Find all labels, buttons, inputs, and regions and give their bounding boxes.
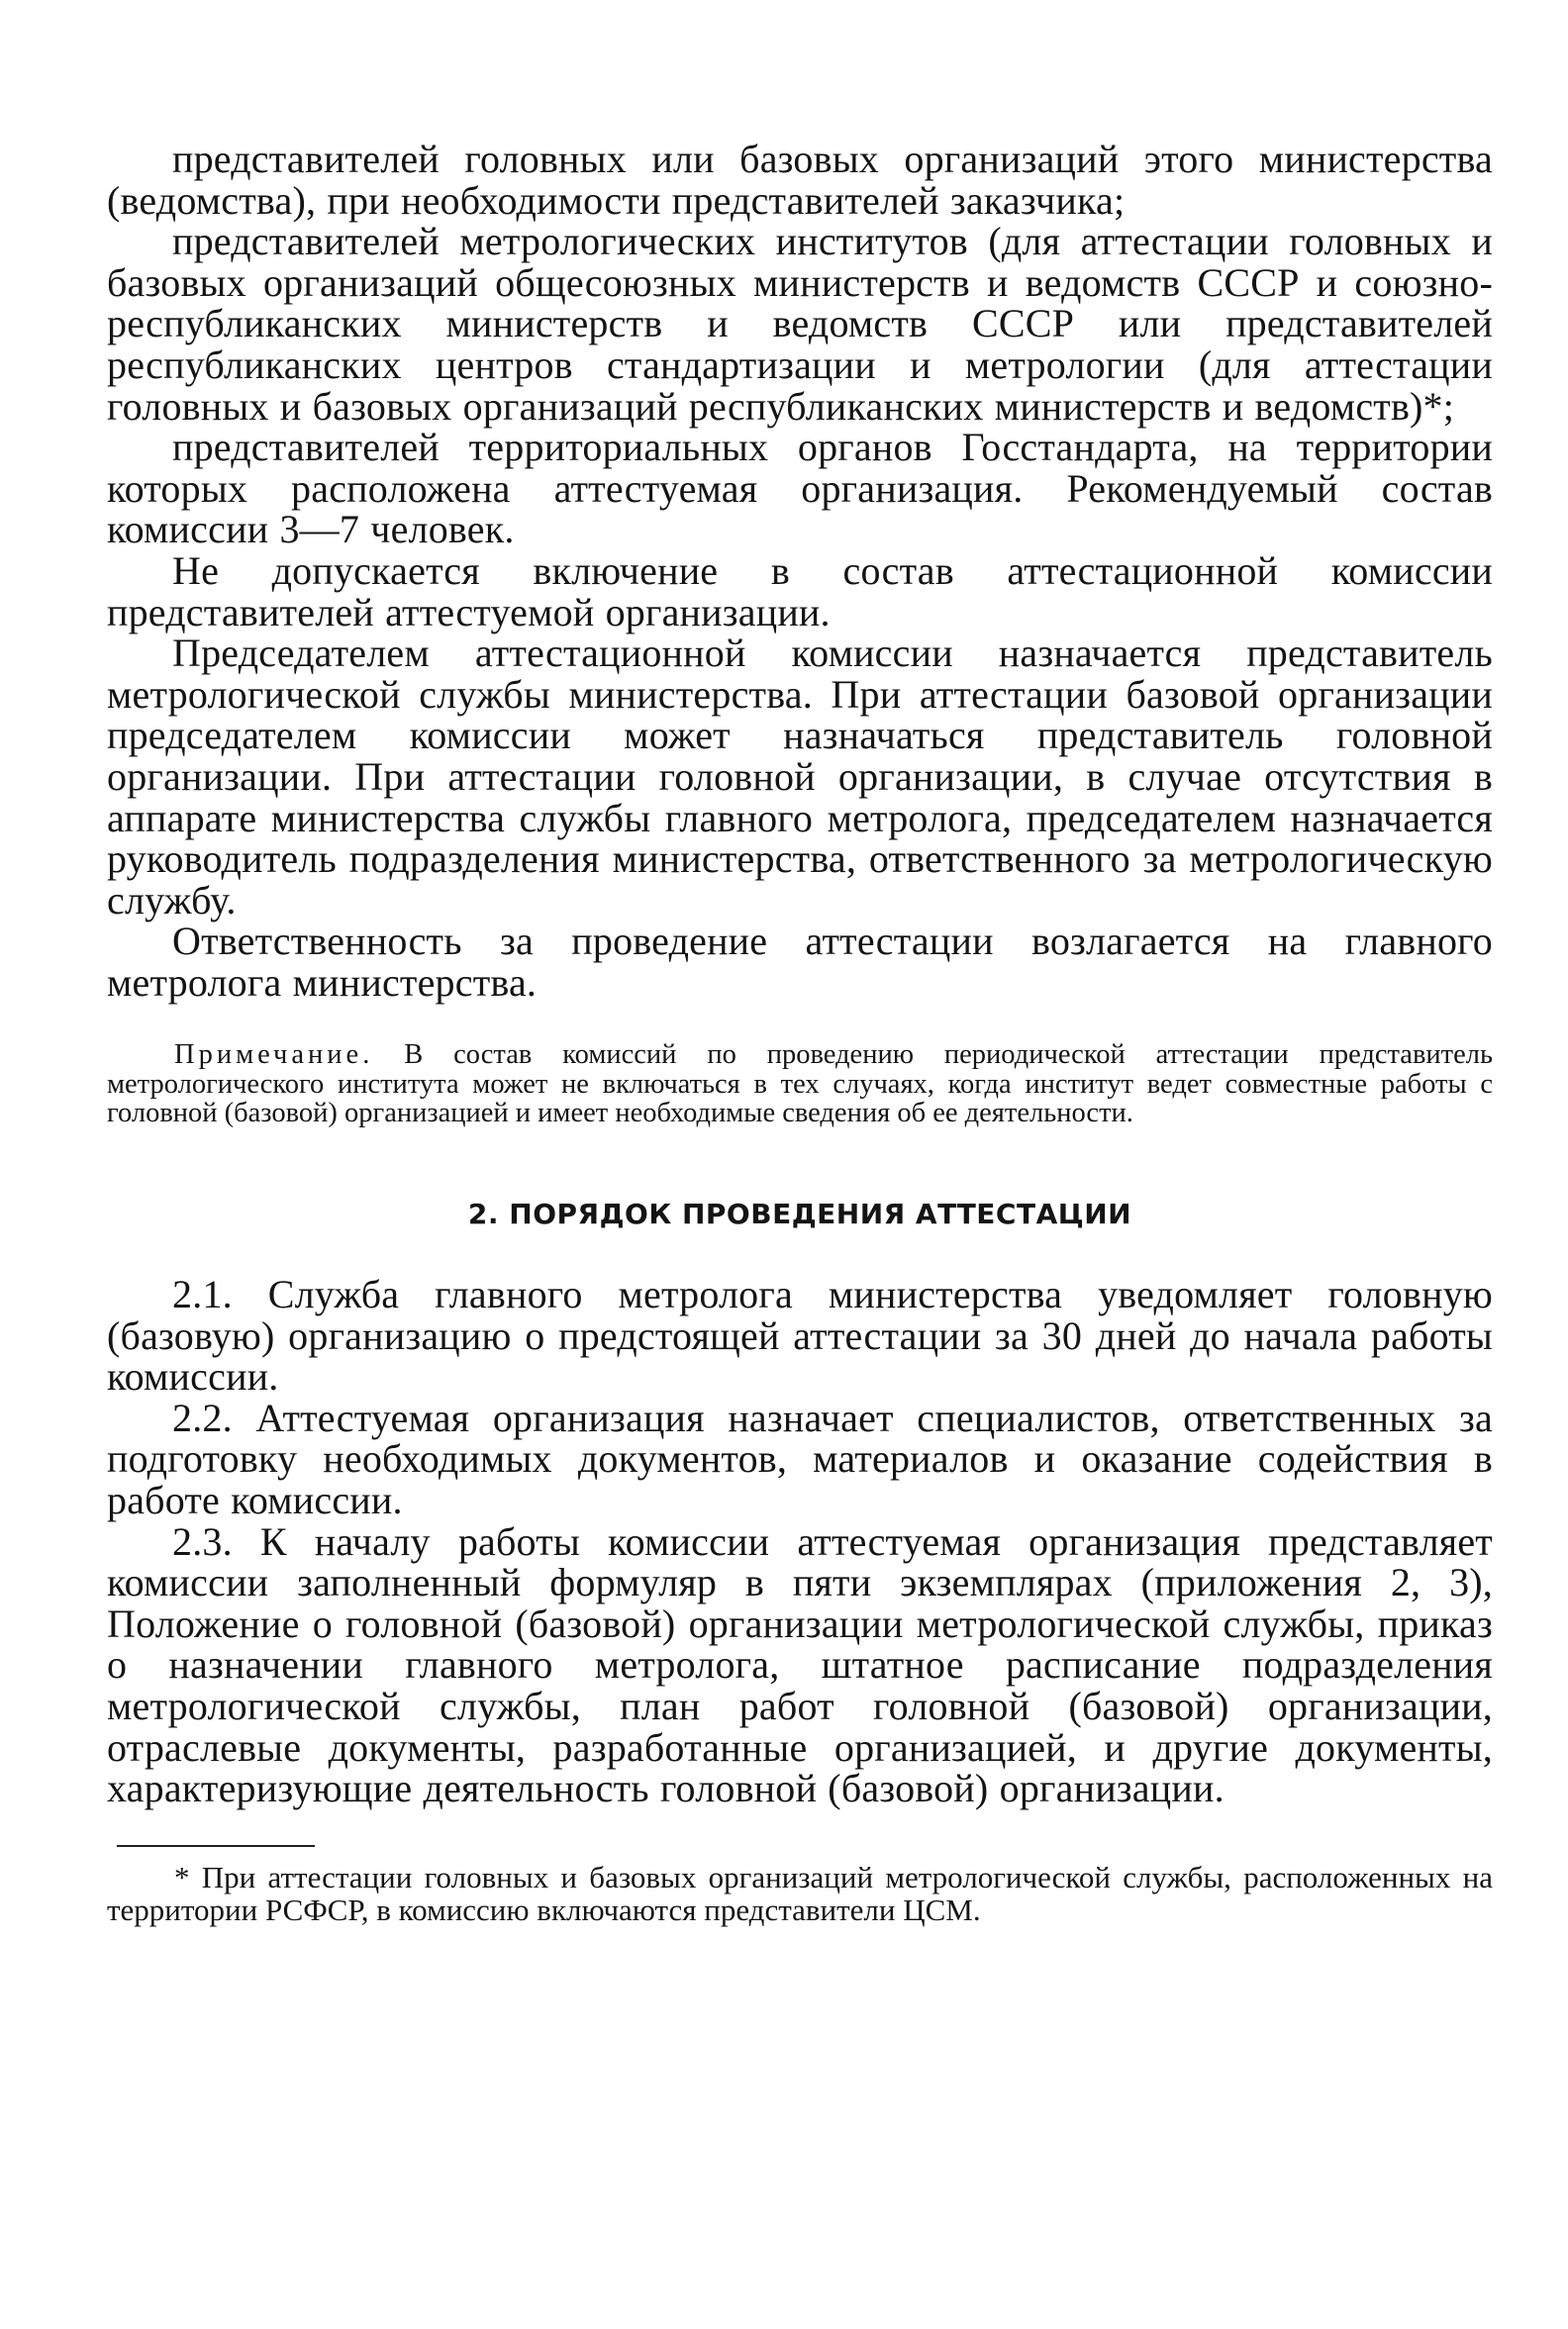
paragraph-2-2: 2.2. Аттестуемая организация назначает специалистов, ответственных за подготовку необходимых документов, материалов и оказание содействия в работе комиссии.: [107, 1395, 1493, 1522]
note-label: Примечание.: [174, 1039, 374, 1071]
paragraph-head-org-reps: представителей головных или базовых организаций этого министерства (ведомства), при необходимости представителей заказчика;: [107, 137, 1493, 223]
paragraph-exclusion-rule: Не допускается включение в состав аттестационной комиссии представителей аттестуемой организации.: [107, 547, 1493, 634]
note-paragraph: [107, 1040, 1493, 1128]
section-heading: 2. ПОРЯДОК ПРОВЕДЕНИЯ АТТЕСТАЦИИ: [467, 1197, 1132, 1230]
paragraph-2-3: 2.3. К началу работы комиссии аттестуемая организация представляет комиссии заполненный формуляр в пяти экземплярах (приложения 2, 3), Положение о головной (базовой) организации метрологической службы, приказ о назначении главного метролога, штатное расписание подразделения метрологической службы, план работ головной (базовой) организации, отраслевые документы, разработанные организацией, и другие документы, характеризующие деятельность головной (базовой) организации.: [107, 1518, 1493, 1811]
paragraph-gosstandart-reps: представителей территориальных органов Госстандарта, на территории которых расположена аттестуемая организация. Рекомендуемый состав комиссии 3—7 человек.: [107, 425, 1493, 552]
footnote: * При аттестации головных и базовых организаций метрологической службы, расположенных на территории РСФСР, в комиссию включаются представители ЦСМ.: [107, 1859, 1493, 1928]
paragraph-2-1: 2.1. Служба главного метролога министерства уведомляет головную (базовую) организацию о предстоящей аттестации за 30 дней до начала работы комиссии.: [107, 1271, 1493, 1400]
paragraph-metrology-institutes: представителей метрологических институтов (для аттестации головных и базовых организаций общесоюзных министерств и ведомств СССР и союзно-республиканских министерств и ведомств СССР или представителей республиканских центров стандартизации и метрологии (для аттестации головных и базовых организаций республиканских министерств и ведомств)*;: [107, 219, 1493, 429]
paragraph-responsibility: Ответственность за проведение аттестации возлагается на главного метролога министерства.: [107, 919, 1493, 1005]
document-page: [107, 139, 1493, 1927]
note-text: В состав комиссий по проведению периодической аттестации представитель метрологического института может не включаться в тех случаях, когда институт ведет совместные работы с головной (базовой) организацией и имеет необходимые сведения об ее деятельности.: [107, 1039, 1493, 1129]
footnote-divider: [117, 1845, 315, 1847]
paragraph-commission-chair: Председателем аттестационной комиссии назначается представитель метрологической службы министерства. При аттестации базовой организации председателем комиссии может назначаться представитель головной организации. При аттестации головной организации, в случае отсутствия в аппарате министерства службы главного метролога, председателем назначается руководитель подразделения министерства, ответственного за метрологическую службу.: [107, 631, 1493, 922]
